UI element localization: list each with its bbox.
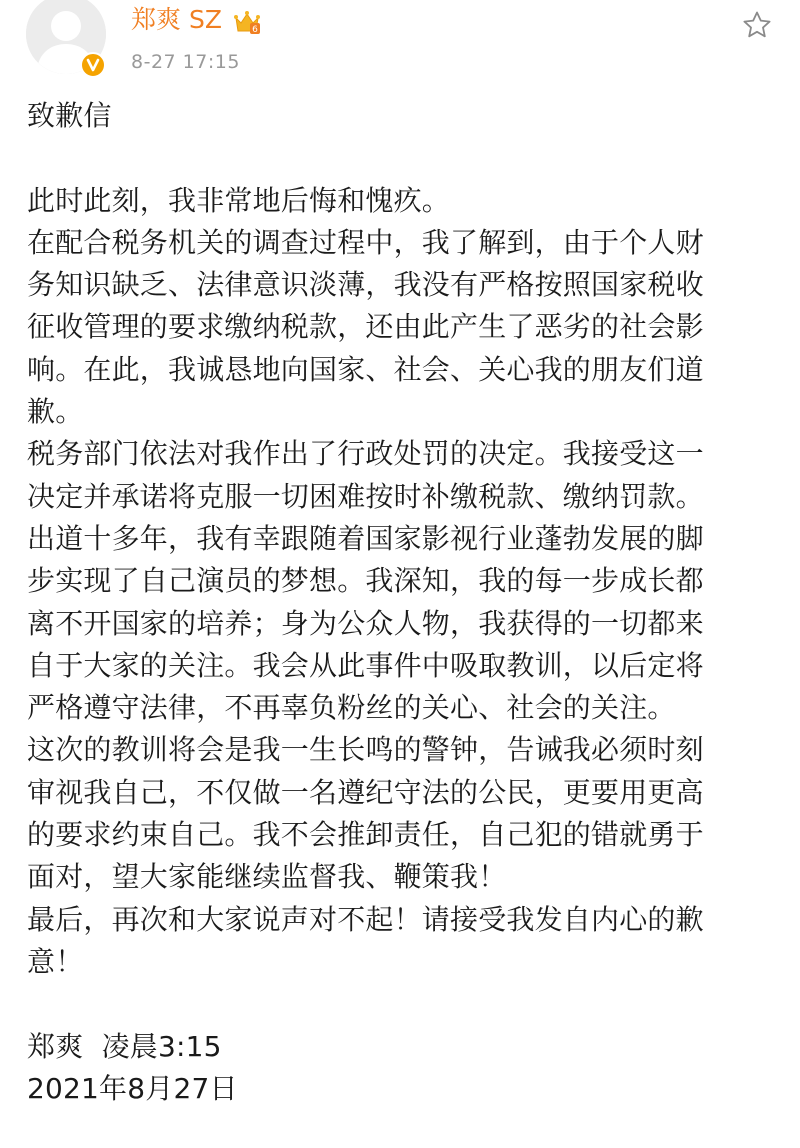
letter-line: 意！: [27, 944, 84, 978]
letter-line: 税务部门依法对我作出了行政处罚的决定。我接受这一: [27, 437, 704, 471]
letter-line: 此时此刻，我非常地后悔和愧疚。: [27, 183, 451, 217]
star-outline-icon[interactable]: [741, 9, 773, 41]
letter-line: 面对，望大家能继续监督我、鞭策我！: [27, 860, 507, 894]
letter-line: 离不开国家的培养；身为公众人物，我获得的一切都来: [27, 606, 704, 640]
letter-line: 响。在此，我诚恳地向国家、社会、关心我的朋友们道: [27, 352, 704, 386]
letter-line: 征收管理的要求缴纳税款，还由此产生了恶劣的社会影: [27, 310, 704, 344]
letter-line: 决定并承诺将克服一切困难按时补缴税款、缴纳罚款。: [27, 479, 704, 513]
letter-line: 在配合税务机关的调查过程中，我了解到，由于个人财: [27, 225, 704, 259]
letter-line: 审视我自己，不仅做一名遵纪守法的公民，更要用更高: [27, 775, 704, 809]
svg-text:6: 6: [252, 25, 258, 35]
letter-line: 自于大家的关注。我会从此事件中吸取教训，以后定将: [27, 648, 704, 682]
post-time: 8-27 17:15: [131, 51, 240, 73]
letter-line: 歉。: [27, 395, 84, 429]
letter-line: 步实现了自己演员的梦想。我深知，我的每一步成长都: [27, 564, 704, 598]
author-name[interactable]: 郑爽 SZ: [131, 5, 222, 34]
letter-line: 最后，再次和大家说声对不起！请接受我发自内心的歉: [27, 902, 704, 936]
verified-v-icon: [80, 52, 106, 78]
crown-vip-icon[interactable]: [233, 9, 261, 35]
letter-line: 的要求约束自己。我不会推卸责任，自己犯的错就勇于: [27, 818, 704, 852]
letter-body: [27, 95, 777, 1110]
letter-signature: 郑爽 凌晨3:15: [27, 1029, 222, 1063]
letter-title: 致歉信: [27, 99, 112, 132]
letter-date: 2021年8月27日: [27, 1071, 238, 1105]
letter-line: 这次的教训将会是我一生长鸣的警钟，告诫我必须时刻: [27, 733, 704, 767]
letter-line: 严格遵守法律，不再辜负粉丝的关心、社会的关注。: [27, 691, 676, 725]
blank-line: [27, 137, 777, 179]
letter-line: 务知识缺乏、法律意识淡薄，我没有严格按照国家税收: [27, 268, 704, 302]
post-header: [0, 0, 800, 90]
blank-line: [27, 983, 777, 1025]
letter-line: 出道十多年，我有幸跟随着国家影视行业蓬勃发展的脚: [27, 521, 704, 555]
